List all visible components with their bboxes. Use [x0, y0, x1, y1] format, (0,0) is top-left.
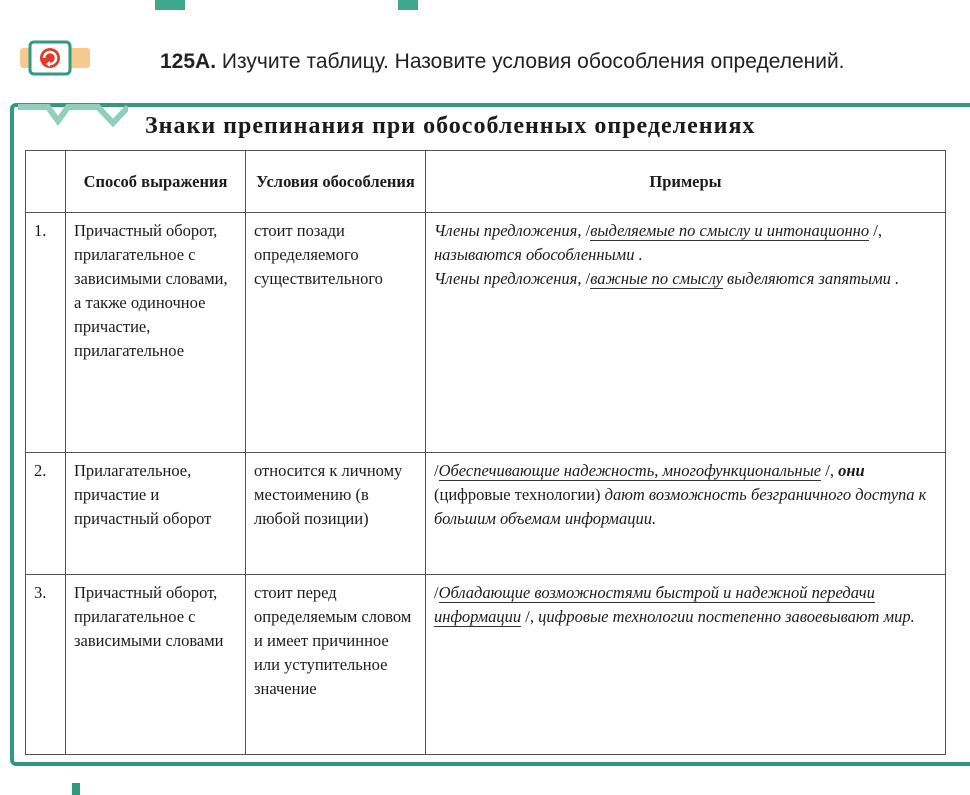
- repeat-icon: [20, 40, 90, 76]
- example-text: Члены предложения,: [434, 221, 582, 240]
- example-separator: /: [585, 269, 591, 288]
- example-separator: /,: [825, 461, 834, 480]
- example-underlined: выделяемые по смыслу и интонационно: [590, 221, 870, 240]
- task-instruction: [160, 50, 950, 74]
- example-separator: /,: [873, 221, 882, 240]
- example-text: дают возможность безграничного доступа к большим объемам информации.: [434, 485, 927, 528]
- top-decor-strip-left: [155, 0, 185, 10]
- header-condition: Условия обособления: [246, 151, 426, 213]
- row-condition: стоит позади определяемого существительного: [246, 213, 426, 453]
- header-num: [26, 151, 66, 213]
- row-examples: [426, 575, 946, 755]
- example-parenthetical: (цифровые технологии): [434, 485, 601, 504]
- example-underlined: Обладающие возможностями быстрой и надежной передачи информации: [434, 583, 875, 626]
- row-examples: [426, 213, 946, 453]
- example-underlined: важные по смыслу: [590, 269, 723, 288]
- table-row: [26, 453, 946, 575]
- table-row: [26, 213, 946, 453]
- bottom-decor-mark: [72, 783, 80, 795]
- example-separator: /: [434, 583, 439, 602]
- task-number: 125A.: [160, 50, 217, 73]
- punctuation-rules-table: [25, 150, 946, 755]
- row-way: Причастный оборот, прилагательное с зависимыми словами, а также одиночное причастие, прилагательное: [66, 213, 246, 453]
- example-text: цифровые технологии постепенно завоевывают мир.: [538, 607, 915, 626]
- table-row: [26, 575, 946, 755]
- row-way: Причастный оборот, прилагательное с зависимыми словами: [66, 575, 246, 755]
- task-text: Изучите таблицу. Назовите условия обособления определений.: [221, 50, 845, 73]
- row-way: Прилагательное, причастие и причастный оборот: [66, 453, 246, 575]
- row-num: 3.: [26, 575, 66, 755]
- corner-chevron-decor: [18, 103, 128, 137]
- row-examples: [426, 453, 946, 575]
- example-text: называются обособленными .: [434, 245, 643, 264]
- example-text: выделяются запятыми .: [727, 269, 900, 288]
- example-pronoun: они: [838, 461, 865, 480]
- row-num: 1.: [26, 213, 66, 453]
- header-way: Способ выражения: [66, 151, 246, 213]
- table-title: Знаки препинания при обособленных определениях: [145, 113, 756, 139]
- row-num: 2.: [26, 453, 66, 575]
- example-text: Члены предложения,: [434, 269, 582, 288]
- table-header-row: [26, 151, 946, 213]
- row-condition: относится к личному местоимению (в любой позиции): [246, 453, 426, 575]
- example-separator: /,: [525, 607, 534, 626]
- row-condition: стоит перед определяемым словом и имеет причинное или уступительное значение: [246, 575, 426, 755]
- example-separator: /: [585, 221, 591, 240]
- example-separator: /: [434, 461, 439, 480]
- top-decor-strip-right: [398, 0, 418, 10]
- header-examples: Примеры: [426, 151, 946, 213]
- example-underlined: Обеспечивающие надежность, многофункциональные: [438, 461, 822, 480]
